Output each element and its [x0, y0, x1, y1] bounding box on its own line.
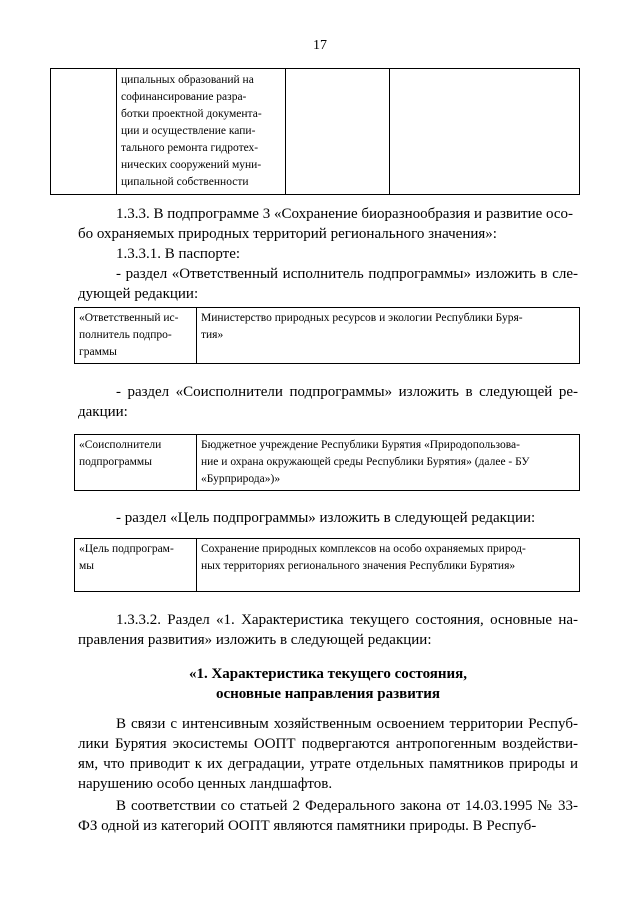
table-value-cell [197, 308, 580, 364]
table-line: тия» [201, 329, 224, 341]
paragraph-line: 1.3.3. В подпрограмме 3 «Сохранение биоразнообразия и развитие осо- [116, 206, 574, 222]
table-line: мы [79, 560, 95, 572]
table-value-cell [197, 539, 580, 592]
table-line: ние и охрана окружающей среды Республики Бурятия» (далее - БУ [201, 456, 530, 468]
paragraph-1-3-3 [78, 204, 578, 244]
heading-line: основные направления развития [215, 686, 441, 702]
table-continuation-col4 [390, 69, 580, 195]
table-line: полнитель подпро- [79, 329, 172, 341]
table-responsible-executor [74, 307, 580, 364]
paragraph-responsible-intro: - раздел «Ответственный исполнитель подпрограммы» изложить в сле-дующей редакции: [78, 266, 578, 302]
table-line: ципальной собственности [121, 176, 249, 188]
table-label-cell [75, 539, 197, 592]
table-label-cell [75, 308, 197, 364]
table-continuation-col3 [286, 69, 390, 195]
table-line: «Ответственный ис- [79, 312, 179, 324]
paragraph-coexecutors-intro: - раздел «Соисполнители подпрограммы» изложить в следующей ре-дакции: [78, 384, 578, 420]
paragraph-1-3-3-1: 1.3.3.1. В паспорте: [116, 246, 241, 262]
table-value-cell [197, 435, 580, 491]
paragraph-body-1: В связи с интенсивным хозяйственным освоением территории Респуб-лики Бурятия экосистемы ООПТ подвергаются антропогенным воздействи-ям, что приводит к их деградации, утрате отдельных памятников природы и нарушению особо ценных ландшафтов. [78, 716, 578, 792]
table-line: Сохранение природных комплексов на особо охраняемых природ- [201, 543, 526, 555]
paragraph-body-2: В соответствии со статьей 2 Федерального закона от 14.03.1995 № 33-ФЗ одной из категорий ООПТ являются памятники природы. В Респуб- [78, 798, 578, 834]
table-label-cell [75, 435, 197, 491]
paragraph-line: бо охраняемых природных территорий регионального значения»: [78, 226, 497, 242]
page-number: 17 [313, 38, 327, 53]
table-line: ботки проектной документа- [121, 108, 262, 120]
table-line: «Бурприрода»)» [201, 473, 281, 485]
table-line: ции и осуществление капи- [121, 125, 256, 137]
table-line: софинансирование разра- [121, 91, 247, 103]
table-line: «Соисполнители [79, 439, 162, 451]
table-line: Министерство природных ресурсов и экологии Республики Буря- [201, 312, 523, 324]
table-line: граммы [79, 346, 117, 358]
table-goal [74, 538, 580, 592]
table-continuation-col1 [51, 69, 117, 195]
table-line: «Цель подпрограм- [79, 543, 174, 555]
heading-line: «1. Характеристика текущего состояния, [188, 666, 468, 682]
table-co-executors [74, 434, 580, 491]
table-continuation [50, 68, 580, 195]
table-line: ных территориях регионального значения Республики Бурятия» [201, 560, 516, 572]
paragraph-goal-intro: - раздел «Цель подпрограммы» изложить в следующей редакции: [116, 510, 536, 526]
table-line: подпрограммы [79, 456, 152, 468]
paragraph-1-3-3-2: 1.3.3.2. Раздел «1. Характеристика текущего состояния, основные на-правления развития» изложить в следующей редакции: [78, 612, 578, 648]
table-line: тального ремонта гидротех- [121, 142, 259, 154]
table-line: ципальных образований на [121, 74, 254, 86]
table-line: нических сооружений муни- [121, 159, 262, 171]
section-heading [78, 664, 578, 704]
table-line: Бюджетное учреждение Республики Бурятия «Природопользова- [201, 439, 520, 451]
table-continuation-text-cell [117, 69, 286, 195]
